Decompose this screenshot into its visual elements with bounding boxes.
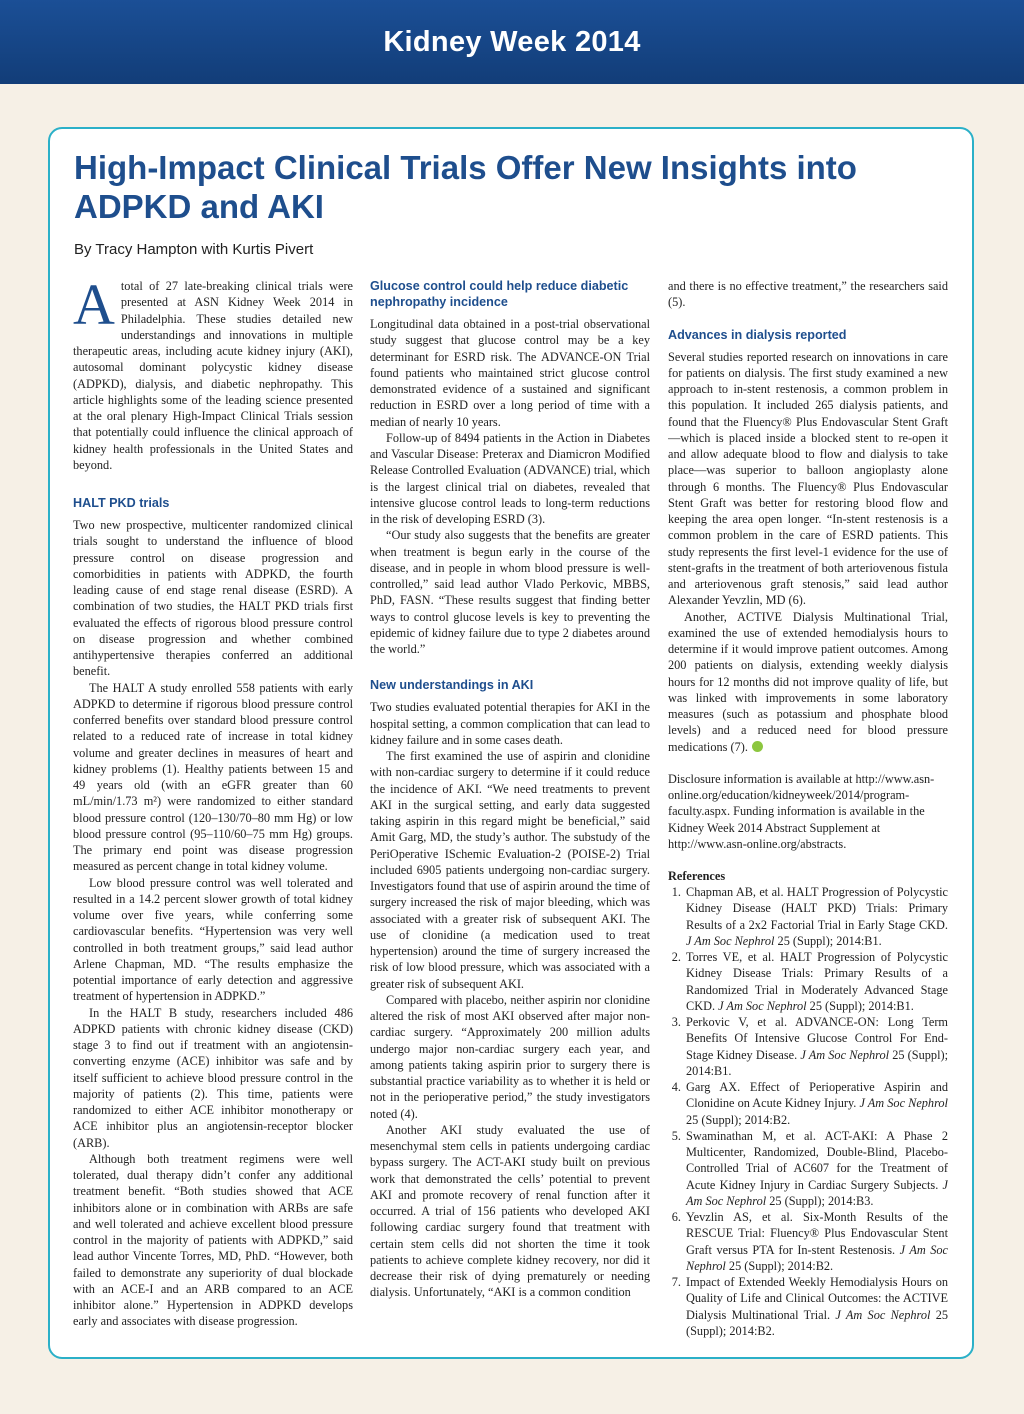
reference-text: Chapman AB, et al. HALT Progression of Polycystic Kidney Disease (HALT PKD) Trials: Primary Results of a 2x2 Factorial Trial in Early Stage CKD. <box>686 885 948 932</box>
intro-paragraph <box>73 278 353 473</box>
intro-text: total of 27 late-breaking clinical trials were presented at ASN Kidney Week 2014 in Philadelphia. These studies detailed new understandings and innovations in multiple therapeutic areas, including acute kidney injury (AKI), autosomal dominant polycystic kidney disease (ADPKD), dialysis, and diabetic nephropathy. This article highlights some of the leading science presented at the oral plenary High-Impact Clinical Trials session that potentially could influence the clinical approach of kidney health professionals in the United States and beyond. <box>73 279 353 472</box>
header-banner <box>0 0 1024 84</box>
column-3 <box>668 278 948 1338</box>
reference-citation: 25 (Suppl); 2014:B2. <box>686 1112 791 1127</box>
reference-item <box>684 884 948 949</box>
paragraph: Longitudinal data obtained in a post-trial observational study suggest that glucose control may be a key determinant for ESRD risk. The ADVANCE-ON Trial found patients who maintained strict glucose control demonstrated evidence of a sustained and significant reduction in ESRD over a long period of time with a median of nearly 10 years. <box>370 317 650 429</box>
reference-journal: J Am Soc Nephrol <box>718 998 807 1013</box>
references-heading: References <box>668 869 726 883</box>
paragraph: “Our study also suggests that the benefits are greater when treatment is begun early in the course of the disease, and in people in whom blood pressure is well-controlled,” said lead author Vlado Perkovic, MBBS, PhD, FASN. “These results suggest that finding better ways to control glucose levels is key to preventing the epidemic of kidney failure due to type 2 diabetes around the world.” <box>370 528 650 656</box>
paragraph: Several studies reported research on innovations in care for patients on dialysis. The first study examined a new approach to in-stent restenosis, a common problem in this population. It included 265 dialysis patients, and found that the Fluency® Plus Endovascular Stent Graft—which is placed inside a blocked stent to re-open it and allow adequate blood to flow and dialysis to take place—was superior to balloon angioplasty alone through 6 months. The Fluency® Plus Endovascular Stent Graft was better for restoring blood flow and keeping the area open longer. “In-stent restenosis is a common problem in the care of ESRD patients. This study represents the first level-1 evidence for the use of stent-grafts in the treatment of both arteriovenous fistula and arteriovenous graft stenosis,” said lead author Alexander Yevzlin, MD (6). <box>668 349 948 608</box>
paragraph: The HALT A study enrolled 558 patients with early ADPKD to determine if rigorous blood pressure control conferred benefits over standard blood pressure control related to a reduced rate of increase in total kidney volume and greater declines in measures of heart and kidney problems (1). Healthy patients between 15 and 49 years old (with an eGFR greater than 60 mL/min/1.73 m²) were randomized to either standard blood pressure control (120–130/70–80 mm Hg) or low blood pressure control (95–110/60–75 mm Hg) groups. The primary end point was disease progression measured as percent change in total kidney volume. <box>73 680 353 874</box>
section-heading-aki: New understandings in AKI <box>370 678 534 693</box>
section-heading-halt-pkd: HALT PKD trials <box>73 496 170 510</box>
paragraph: Although both treatment regimens were well tolerated, dual therapy didn’t confer any additional treatment benefit. “Both studies showed that ACE inhibitors alone or in combination with ARBs are safe and well tolerated and achieve excellent blood pressure control in the majority of patients with ADPKD,” said lead author Vincente Torres, MD, PhD. “However, both failed to demonstrate any superiority of dual blockade with an ACE-I and an ARB compared to an ACE inhibitor alone.” Hypertension in ADPKD develops early and associates with disease progression. <box>73 1151 353 1329</box>
article-byline: By Tracy Hampton with Kurtis Pivert <box>74 241 314 258</box>
end-of-article-dot-icon <box>752 741 763 752</box>
reference-journal: J Am Soc Nephrol <box>835 1307 931 1322</box>
reference-citation: 25 (Suppl); 2014:B1. <box>774 933 882 948</box>
disclosure-text: Disclosure information is available at http://www.asn-online.org/education/kidneyweek/2014/program-faculty.aspx. Funding information is available in the Kidney Week 2014 Abstract Supplement at http://www.asn-online.org/abstracts. <box>668 771 935 851</box>
column-2 <box>370 278 650 1338</box>
reference-citation: 25 (Suppl); 2014:B2. <box>686 1307 948 1338</box>
reference-item <box>684 949 948 1014</box>
drop-cap: A <box>73 278 115 337</box>
paragraph: Two new prospective, multicenter randomized clinical trials sought to understand the influence of blood pressure control on disease progression and comorbidities in patients with ADPKD, the fourth leading cause of end stage renal disease (ESRD). A combination of two studies, the HALT PKD trials first evaluated the effects of rigorous blood pressure control on disease progression and whether combined antihypertensive therapies conferred an additional benefit. <box>73 518 353 679</box>
reference-item <box>684 1209 948 1274</box>
references-list <box>668 884 948 1338</box>
reference-citation: 25 (Suppl); 2014:B3. <box>766 1193 874 1208</box>
reference-item <box>684 1274 948 1338</box>
column-1 <box>73 278 353 1338</box>
reference-journal: J Am Soc Nephrol <box>800 1047 890 1062</box>
paragraph: Compared with placebo, neither aspirin nor clonidine altered the risk of most AKI observed after major non-cardiac surgery. “Approximately 200 million adults undergo major non-cardiac surgery each year, and among patients taking aspirin prior to surgery there is substantial practice variability as to whether it is held or not in the perioperative period,” the study investigators noted (4). <box>370 992 650 1121</box>
reference-text: Torres VE, et al. HALT Progression of Polycystic Kidney Disease Trials: Primary Results of a Randomized Trial in Moderately Advanced Stage CKD. <box>686 950 948 1013</box>
paragraph: Two studies evaluated potential therapies for AKI in the hospital setting, a common complication that can lead to kidney failure and in some cases death. <box>370 700 650 747</box>
paragraph: The first examined the use of aspirin and clonidine with non-cardiac surgery to determine if it could reduce the incidence of AKI. “We need treatments to prevent AKI in the surgical setting, and early data suggested taking aspirin in this regard might be beneficial,” said Amit Garg, MD, the study’s author. The substudy of the PeriOperative ISchemic Evaluation-2 (POISE-2) Trial included 6905 patients undergoing non-cardiac surgery. Investigators found that use of aspirin around the time of surgery increased the risk of major bleeding, which was associated with a greater risk of subsequent AKI. The use of clonidine (a medication used to treat hypertension) around the time of surgery increased the risk of low blood pressure, which was associated with a greater risk of subsequent AKI. <box>370 749 650 991</box>
reference-text: Garg AX. Effect of Perioperative Aspirin and Clonidine on Acute Kidney Injury. <box>686 1080 948 1111</box>
reference-item <box>684 1128 948 1209</box>
banner-title: Kidney Week 2014 <box>383 26 641 58</box>
paragraph: Another AKI study evaluated the use of mesenchymal stem cells in patients undergoing cardiac bypass surgery. The ACT-AKI study built on previous work that demonstrated the cells’ potential to prevent AKI and promote recovery of renal function after it occurred. A trial of 156 patients who developed AKI following cardiac surgery found that treatment with certain stem cells did not shorten the time it took patients to achieve complete kidney recovery, nor did it decrease their risk of dying prematurely or needing dialysis. Unfortunately, “AKI is a common condition <box>370 1122 650 1300</box>
reference-text: Perkovic V, et al. ADVANCE-ON: Long Term Benefits Of Intensive Glucose Control For End-Stage Kidney Disease. <box>686 1015 948 1062</box>
paragraph: and there is no effective treatment,” the researchers said (5). <box>668 279 948 310</box>
paragraph <box>668 609 948 755</box>
reference-item <box>684 1079 948 1128</box>
section-heading-dialysis: Advances in dialysis reported <box>668 327 847 342</box>
article-title: High-Impact Clinical Trials Offer New Insights into ADPKD and AKI <box>74 149 857 225</box>
paragraph: In the HALT B study, researchers included 486 ADPKD patients with chronic kidney disease (CKD) stage 3 to find out if treatment with an angiotensin-converting enzyme (ACE) inhibitor was safe and by itself sufficient to achieve blood pressure control in the majority of patients (2). This time, patients were randomized to either ACE inhibitor monotherapy or ACE inhibitor plus an angiotensin-receptor blocker (ARB). <box>73 1005 353 1150</box>
paragraph: Follow-up of 8494 patients in the Action in Diabetes and Vascular Disease: Preterax and Diamicron Modified Release Controlled Evaluation (ADVANCE) trial, which is the largest clinical trial on diabetes, revealed that intensive glucose control leads to long-term reductions in the risk of developing ESRD (3). <box>370 430 650 526</box>
reference-citation: 25 (Suppl); 2014:B1. <box>806 998 914 1013</box>
paragraph: Low blood pressure control was well tolerated and resulted in a 14.2 percent slower growth of total kidney volume over five years, while conferring some cardiovascular benefits. “Hypertension was very well controlled in both treatment groups,” said lead author Arlene Chapman, MD. “The results emphasize the potential importance of early detection and aggressive treatment of hypertension in ADPKD.” <box>73 875 353 1004</box>
reference-journal: J Am Soc Nephrol <box>686 1177 948 1208</box>
reference-journal: J Am Soc Nephrol <box>686 1242 948 1273</box>
section-heading-glucose-control: Glucose control could help reduce diabetic nephropathy incidence <box>370 279 629 309</box>
reference-text: Yevzlin AS, et al. Six-Month Results of the RESCUE Trial: Fluency® Plus Endovascular Stent Graft versus PTA for In-stent Restenosis. <box>686 1210 948 1257</box>
reference-item <box>684 1014 948 1079</box>
reference-journal: J Am Soc Nephrol <box>686 933 775 948</box>
reference-journal: J Am Soc Nephrol <box>859 1096 948 1111</box>
reference-text: Swaminathan M, et al. ACT-AKI: A Phase 2 Multicenter, Randomized, Double-Blind, Placebo-Controlled Trial of AC607 for the Treatment of Acute Kidney Injury in Cardiac Surgery Subjects. <box>686 1128 948 1192</box>
paragraph-text: Another, ACTIVE Dialysis Multinational Trial, examined the use of extended hemodialysis hours to determine if it would improve patient outcomes. Among 200 patients on dialysis, extending weekly dialysis hours for 12 months did not improve quality of life, but was linked with improvements in some laboratory measures (such as potassium and phosphate blood levels) and a reduced need for blood pressure medications (7). <box>668 609 948 754</box>
reference-citation: 25 (Suppl); 2014:B2. <box>725 1258 834 1273</box>
reference-text: Impact of Extended Weekly Hemodialysis Hours on Quality of Life and Clinical Outcomes: the ACTIVE Dialysis Multinational Trial. <box>686 1275 948 1322</box>
reference-citation: 25 (Suppl); 2014:B1. <box>686 1047 948 1078</box>
